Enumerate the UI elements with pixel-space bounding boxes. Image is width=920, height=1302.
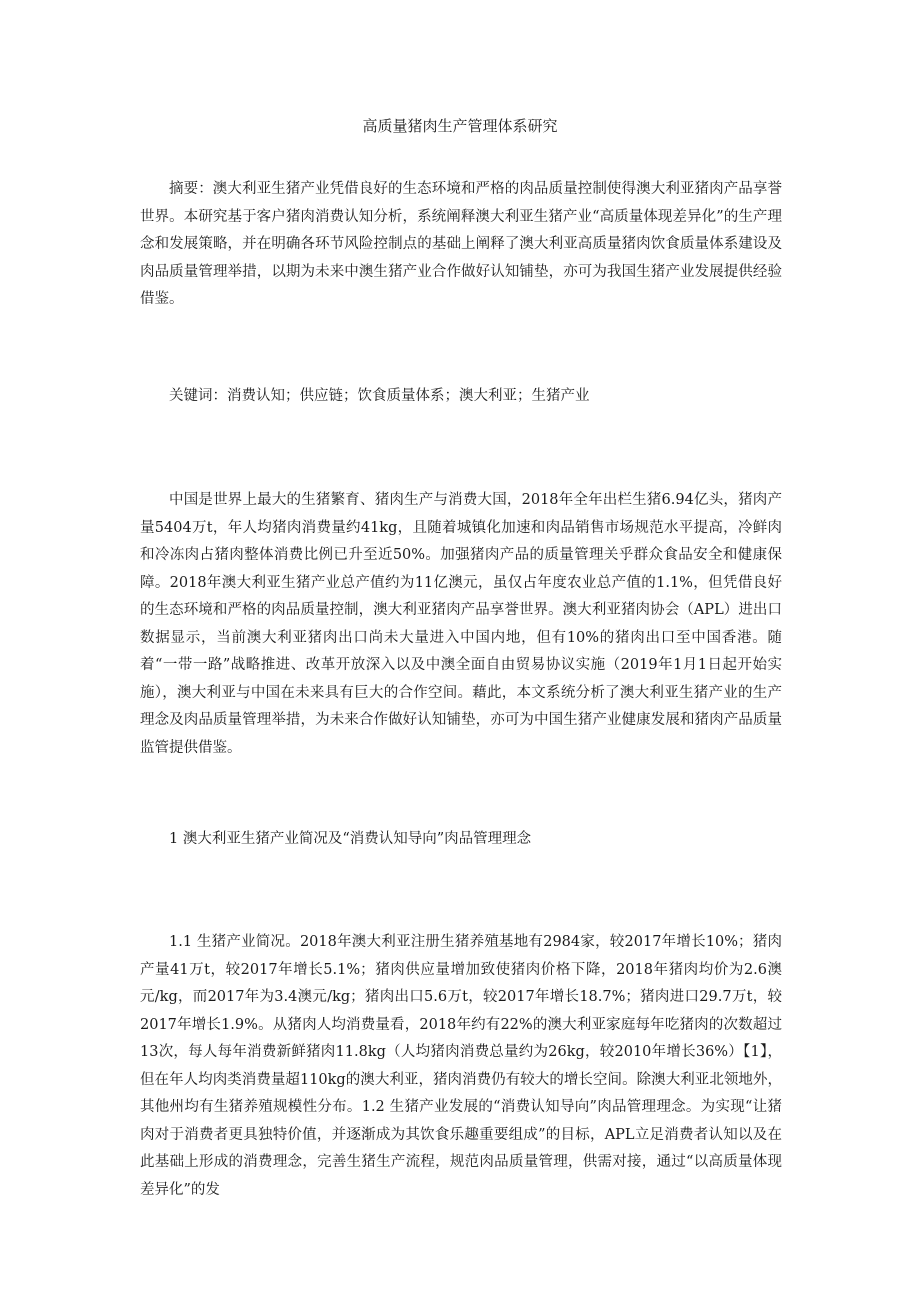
section-1-heading: 1 澳大利亚生猪产业简况及“消费认知导向”肉品管理理念	[169, 831, 532, 847]
section-1-1-paragraph: 1.1 生猪产业简况。2018年澳大利亚注册生猪养殖基地有2984家，较2017年增长10%；猪肉产量41万t，较2017年增长5.1%；猪肉供应量增加致使猪肉价格下降，2018年猪肉均价为2.6澳元/kg，而2017年为3.4澳元/kg；猪肉出口5.6万t，较2017年增长18.7%；猪肉进口29.7万t，较2017年增长1.9%。从猪肉人均消费量看，2018年约有22%的澳大利亚家庭每年吃猪肉的次数超过13次，每人每年消费新鲜猪肉11.8kg（人均猪肉消费总量约为26kg，较2010年增长36%）【1】，但在年人均肉类消费量超110kg的澳大利亚，猪肉消费仍有较大的增长空间。除澳大利亚北领地外，其他州均有生猪养殖规模性分布。1.2 生猪产业发展的“消费认知导向”肉品管理理念。为实现“让猪肉对于消费者更具独特价值，并逐渐成为其饮食乐趣重要组成”的目标，APL立足消费者认知以及在此基础上形成的消费理念，完善生猪生产流程，规范肉品质量管理，供需对接，通过“以高质量体现差异化”的发	[140, 934, 782, 1198]
abstract-paragraph: 摘要：澳大利亚生猪产业凭借良好的生态环境和严格的肉品质量控制使得澳大利亚猪肉产品享誉世界。本研究基于客户猪肉消费认知分析，系统阐释澳大利亚生猪产业“高质量体现差异化”的生产理念和发展策略，并在明确各环节风险控制点的基础上阐释了澳大利亚高质量猪肉饮食质量体系建设及肉品质量管理举措，以期为未来中澳生猪产业合作做好认知铺垫，亦可为我国生猪产业发展提供经验借鉴。	[140, 181, 782, 307]
intro-paragraph: 中国是世界上最大的生猪繁育、猪肉生产与消费大国，2018年全年出栏生猪6.94亿头，猪肉产量5404万t，年人均猪肉消费量约41kg，且随着城镇化加速和肉品销售市场规范水平提高，冷鲜肉和冷冻肉占猪肉整体消费比例已升至近50%。加强猪肉产品的质量管理关乎群众食品安全和健康保障。2018年澳大利亚生猪产业总产值约为11亿澳元，虽仅占年度农业总产值的1.1%，但凭借良好的生态环境和严格的肉品质量控制，澳大利亚猪肉产品享誉世界。澳大利亚猪肉协会（APL）进出口数据显示，当前澳大利亚猪肉出口尚未大量进入中国内地，但有10%的猪肉出口至中国香港。随着“一带一路”战略推进、改革开放深入以及中澳全面自由贸易协议实施（2019年1月1日起开始实施），澳大利亚与中国在未来具有巨大的合作空间。藉此，本文系统分析了澳大利亚生猪产业的生产理念及肉品质量管理举措，为未来合作做好认知铺垫，亦可为中国生猪产业健康发展和猪肉产品质量监管提供借鉴。	[140, 492, 782, 756]
keywords-line: 关键词：消费认知；供应链；饮食质量体系；澳大利亚；生猪产业	[169, 388, 590, 404]
document-title: 高质量猪肉生产管理体系研究	[362, 117, 558, 135]
